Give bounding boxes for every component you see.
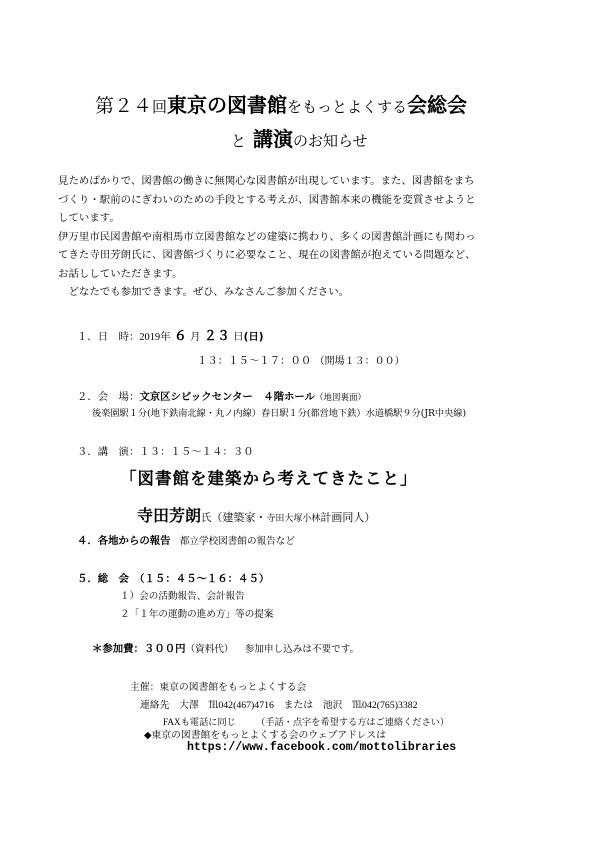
- item1-row: [77, 325, 263, 344]
- title-end: 会総会: [407, 93, 468, 117]
- item1-month-unit: 月: [190, 331, 201, 343]
- fee-note: （資料代）: [185, 644, 234, 655]
- item1-time: １３：１５～１７：００: [197, 355, 312, 367]
- speaker-role-close: 計画同人）: [320, 511, 376, 524]
- web-label: ◆東京の図書館をもっとよくする会のウェブアドレスは: [144, 730, 386, 741]
- intro-line: どなたでも参加できます。ぜひ、みなさんご参加ください。: [58, 286, 350, 298]
- contact-line: 連絡先 大澤 ℡042(467)4716 または 池沢 ℡042(765)3382: [140, 700, 418, 711]
- intro-line: てきた寺田芳朗氏に、図書館づくりに必要なこと、現在の図書館が抱えている問題など、: [58, 249, 476, 261]
- intro-line: 伊万里市民図書館や南相馬市立図書館などの建築に携わり、多くの図書館計画にも関わっ: [58, 231, 476, 243]
- item3-label: ３．講 演：１３：１５～１４：３０: [77, 446, 254, 458]
- subtitle-end: のお知らせ: [292, 132, 368, 150]
- speaker-honorific: 氏: [201, 512, 212, 524]
- item1-day-unit: 日: [233, 331, 244, 343]
- facebook-link[interactable]: https://www.facebook.com/mottolibraries: [187, 741, 457, 754]
- intro-line: 見ためばかりで、図書館の働きに無関心な図書館が出現しています。また、図書館をまち: [58, 175, 475, 187]
- item2-label: ２．会 場：: [77, 391, 140, 403]
- item1-label: １．日 時：: [77, 331, 140, 343]
- fee-label: ＊参加費：３００円: [92, 643, 186, 655]
- contact-fax-note: （手話・点字を希望する方はご連絡ください）: [256, 717, 450, 727]
- item2-venue: 文京区シビックセンター ４階ホール: [139, 391, 315, 403]
- page-title: [95, 89, 467, 118]
- item2-map-note: （地図裏面）: [314, 393, 366, 403]
- item1-weekday: (日): [243, 331, 264, 343]
- speaker-name: 寺田芳朗: [137, 506, 202, 525]
- speaker-row: [137, 503, 375, 526]
- title-kai: 回: [152, 98, 168, 116]
- contact-fax-row: [163, 714, 449, 728]
- lecture-title: 「図書館を建築から考えてきたこと」: [120, 469, 418, 488]
- item4-detail: 都立学校図書館の報告など: [179, 536, 295, 547]
- item4-row: [77, 532, 295, 547]
- title-number: ２４: [114, 95, 153, 117]
- intro-line: お話ししていただきます。: [58, 268, 183, 280]
- subtitle-main: 講演: [252, 127, 293, 151]
- item2-access: 後楽園駅１分(地下鉄南北線・丸ノ内線）春日駅１分(都営地下鉄）水道橋駅９分(JR中央線): [92, 408, 467, 419]
- subtitle-to: と: [231, 132, 247, 150]
- item5-label: ５．総 会 （１５：４５～１６：４５）: [77, 573, 270, 585]
- item2-row: [77, 388, 366, 403]
- item5-sub2: ２「１年の運動の進め方」等の提案: [120, 609, 274, 620]
- item4-label: ４．各地からの報告: [77, 535, 171, 547]
- item1-day: ２３: [203, 329, 230, 344]
- intro-line: しています。: [58, 212, 120, 224]
- speaker-role-open: （建築家・: [211, 511, 267, 524]
- speaker-role-org: 寺田大塚小林: [266, 514, 321, 524]
- fee-extra: 参加申し込みは不要です。: [244, 644, 360, 655]
- title-prefix: 第: [95, 95, 115, 117]
- title-mid: をもっとよくする: [287, 98, 408, 116]
- item1-time-row: [197, 352, 405, 367]
- page-subtitle: [231, 123, 368, 152]
- title-main: 東京の図書館: [167, 93, 288, 117]
- contact-fax: FAXも電話に同じ: [163, 717, 236, 727]
- item1-open: （開場１３：００）: [314, 356, 405, 367]
- intro-line: づくり・駅前のにぎわいのための手段とする考えが、図書館本来の機能を変質させようと: [58, 194, 476, 206]
- item1-year: 2019年: [139, 332, 171, 343]
- contact-host: 主催：東京の図書館をもっとよくする会: [130, 682, 307, 693]
- item5-sub1: １）会の活動報告、会計報告: [120, 591, 245, 602]
- fee-row: [92, 640, 359, 655]
- item1-month: ６: [173, 329, 187, 344]
